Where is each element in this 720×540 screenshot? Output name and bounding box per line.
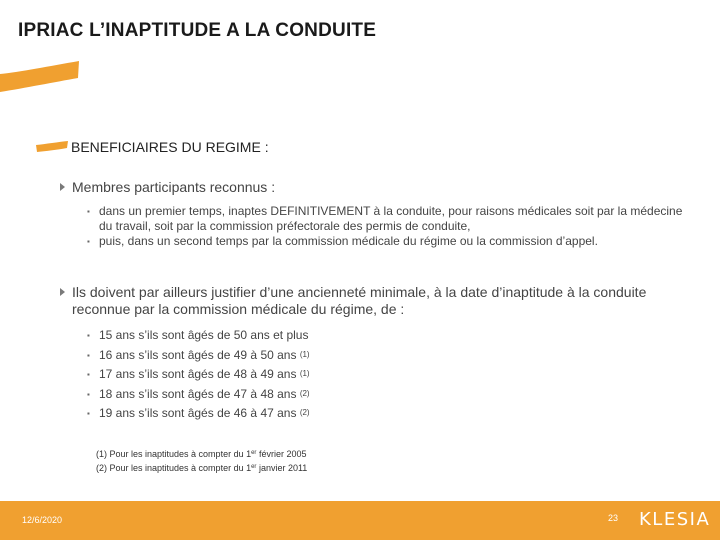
list-item — [87, 385, 690, 405]
item-text: 17 ans s’ils sont âgés de 48 à 49 ans — [99, 367, 297, 381]
klesia-logo: KLESIA — [639, 509, 711, 530]
footnote-sup: er — [251, 450, 257, 456]
footnote-ref: (2) — [299, 388, 310, 398]
item-text: 18 ans s’ils sont âgés de 47 à 48 ans — [99, 386, 297, 401]
footnote-ref: (1) — [299, 369, 310, 378]
footnotes — [96, 447, 307, 475]
footer-bar — [0, 501, 720, 540]
footnote-text: (2) Pour les inaptitudes à compter du 1 — [96, 463, 252, 473]
footnote-text: janvier 2011 — [256, 463, 308, 473]
list-item: ▪ puis, dans un second temps par la commission médicale du régime ou la commission d’appel. — [87, 234, 690, 249]
page-title: IPRIAC L’INAPTITUDE A LA CONDUITE — [18, 20, 377, 41]
section-lead: Ils doivent par ailleurs justifier d’une ancienneté minimale, à la date d’inaptitude à la conduite reconnue par la commission médicale du régime, de : — [60, 284, 690, 318]
bullet-list — [60, 204, 690, 249]
section-seniority — [60, 284, 690, 424]
footnote-ref: (2) — [299, 408, 310, 417]
list-item: ▪ dans un premier temps, inaptes DEFINITIVEMENT à la conduite, pour raisons médicales soit par la médecine du travail, soit par la commission préfectorale des permis de conduite, — [87, 204, 690, 234]
item-text: 15 ans s’ils sont âgés de 50 ans et plus — [99, 328, 309, 342]
brush-stroke-icon — [36, 141, 68, 153]
footer-date: 12/6/2020 — [22, 515, 63, 525]
footnote — [96, 461, 307, 475]
section-heading: BENEFICIAIRES DU REGIME : — [71, 139, 269, 155]
brush-stroke-icon — [0, 60, 80, 94]
section-members — [60, 179, 690, 249]
section-lead: Membres participants reconnus : — [60, 179, 690, 196]
footnote-sup: er — [251, 464, 257, 470]
list-item — [87, 346, 690, 366]
bullet-list — [60, 326, 690, 424]
item-text: 19 ans s’ils sont âgés de 46 à 47 ans — [99, 406, 297, 420]
footnote-text: février 2005 — [256, 449, 307, 459]
list-item — [87, 404, 690, 424]
item-text: 16 ans s’ils sont âgés de 49 à 50 ans — [99, 347, 297, 362]
footnote — [96, 447, 307, 461]
footnote-ref: (1) — [299, 349, 310, 359]
list-item — [87, 326, 690, 346]
page-number: 23 — [608, 513, 619, 523]
list-item — [87, 365, 690, 385]
footnote-text: (1) Pour les inaptitudes à compter du 1 — [96, 449, 252, 459]
